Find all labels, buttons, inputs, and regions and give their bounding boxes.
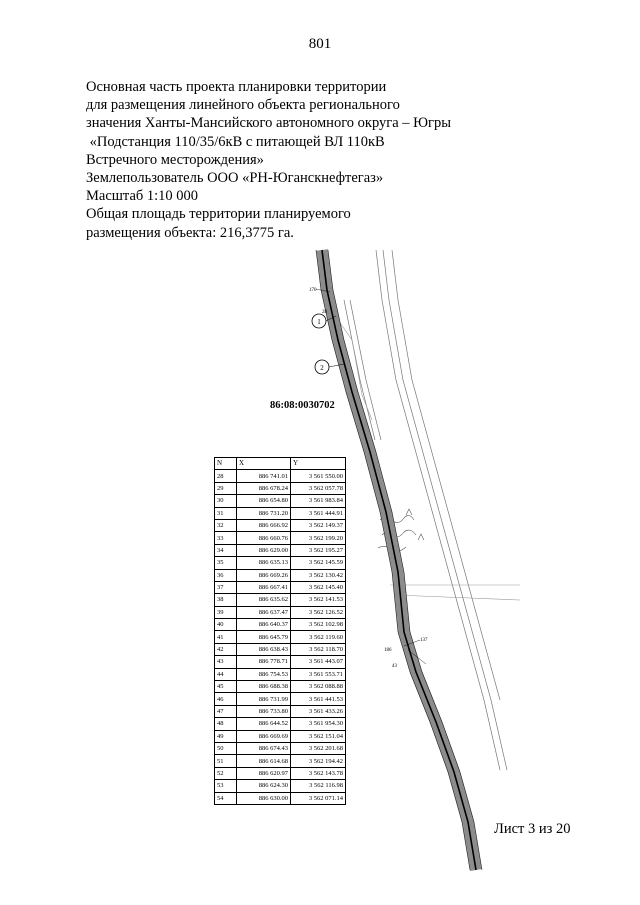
table-cell: 3 562 126.52 [291, 606, 346, 618]
table-cell: 3 562 151.04 [291, 730, 346, 742]
table-cell: 886 733.80 [237, 705, 291, 717]
table-cell: 38 [215, 594, 237, 606]
header-line: значения Ханты-Мансийского автономного округа – Югры [86, 115, 451, 132]
sheet-number: Лист 3 из 20 [494, 821, 571, 837]
table-cell: 3 562 071.14 [291, 792, 346, 804]
table-cell: 886 666.92 [237, 519, 291, 531]
table-cell: 886 754.53 [237, 668, 291, 680]
table-cell: 886 637.47 [237, 606, 291, 618]
table-cell: 886 640.37 [237, 619, 291, 631]
table-cell: 886 614.68 [237, 755, 291, 767]
table-row [215, 470, 346, 482]
table-cell: 44 [215, 668, 237, 680]
table-cell: 42 [215, 643, 237, 655]
table-cell: 3 562 199.20 [291, 532, 346, 544]
table-cell: 46 [215, 693, 237, 705]
table-cell: 886 669.26 [237, 569, 291, 581]
table-cell: 30 [215, 495, 237, 507]
table-cell: 31 [215, 507, 237, 519]
table-row [215, 569, 346, 581]
point-label: 186 [384, 648, 392, 653]
table-cell: 3 562 145.59 [291, 557, 346, 569]
table-cell: 886 638.43 [237, 643, 291, 655]
circle-marker-label: 1 [317, 318, 321, 326]
table-cell: 3 561 983.84 [291, 495, 346, 507]
header-line: для размещения линейного объекта регионального [86, 97, 400, 114]
table-cell: 886 674.43 [237, 742, 291, 754]
table-cell: 3 562 201.68 [291, 742, 346, 754]
table-cell: 3 562 057.78 [291, 482, 346, 494]
table-cell: 45 [215, 681, 237, 693]
table-cell: 33 [215, 532, 237, 544]
table-cell: 886 624.30 [237, 780, 291, 792]
table-cell: 3 561 550.00 [291, 470, 346, 482]
table-cell: 50 [215, 742, 237, 754]
column-header: Y [291, 458, 346, 470]
table-row [215, 631, 346, 643]
header-line: Масштаб 1:10 000 [86, 188, 199, 205]
circle-marker [315, 360, 329, 374]
table-cell: 39 [215, 606, 237, 618]
table-cell: 886 630.00 [237, 792, 291, 804]
table-cell: 3 561 433.26 [291, 705, 346, 717]
table-cell: 52 [215, 767, 237, 779]
table-cell: 3 561 441.53 [291, 693, 346, 705]
table-cell: 41 [215, 631, 237, 643]
table-cell: 886 731.99 [237, 693, 291, 705]
cadastral-number: 86:08:0030702 [270, 400, 335, 411]
table-row [215, 619, 346, 631]
table-cell: 3 562 130.42 [291, 569, 346, 581]
point-label: 137 [420, 638, 428, 643]
table-cell: 886 669.69 [237, 730, 291, 742]
circle-marker-label: 2 [320, 364, 324, 372]
table-row [215, 482, 346, 494]
table-cell: 3 562 116.98 [291, 780, 346, 792]
table-row [215, 656, 346, 668]
header-line: Встречного месторождения» [86, 151, 264, 168]
table-cell: 886 688.38 [237, 681, 291, 693]
table-cell: 3 562 194.42 [291, 755, 346, 767]
table-cell: 3 561 443.07 [291, 656, 346, 668]
table-row [215, 581, 346, 593]
table-cell: 29 [215, 482, 237, 494]
table-cell: 886 644.52 [237, 718, 291, 730]
table-cell: 886 620.97 [237, 767, 291, 779]
header-line: Землепользователь ООО «РН-Юганскнефтегаз» [86, 170, 384, 187]
header-line: Основная часть проекта планировки территории [86, 79, 387, 95]
table-cell: 3 562 102.98 [291, 619, 346, 631]
table-row [215, 643, 346, 655]
table-cell: 886 645.79 [237, 631, 291, 643]
table-cell: 886 635.62 [237, 594, 291, 606]
table-cell: 3 562 118.70 [291, 643, 346, 655]
column-header: X [237, 458, 291, 470]
table-row [215, 755, 346, 767]
page-number: 801 [308, 36, 332, 52]
table-cell: 3 561 954.30 [291, 718, 346, 730]
header-line: Общая площадь территории планируемого [86, 206, 351, 223]
table-header-row [215, 458, 346, 470]
table-row [215, 532, 346, 544]
table-cell: 886 731.20 [237, 507, 291, 519]
table-cell: 28 [215, 470, 237, 482]
table-cell: 886 635.13 [237, 557, 291, 569]
table-row [215, 693, 346, 705]
table-cell: 3 562 088.88 [291, 681, 346, 693]
table-cell: 34 [215, 544, 237, 556]
circle-marker [312, 314, 326, 328]
table-cell: 35 [215, 557, 237, 569]
table-cell: 3 562 143.78 [291, 767, 346, 779]
table-cell: 886 660.76 [237, 532, 291, 544]
table-cell: 51 [215, 755, 237, 767]
header-line: размещения объекта: 216,3775 га. [86, 224, 294, 241]
table-row [215, 780, 346, 792]
table-row [215, 742, 346, 754]
table-cell: 3 561 444.91 [291, 507, 346, 519]
table-row [215, 519, 346, 531]
header-line: «Подстанция 110/35/6кВ с питающей ВЛ 110кВ [86, 133, 385, 150]
table-row [215, 792, 346, 804]
table-row [215, 705, 346, 717]
table-cell: 54 [215, 792, 237, 804]
table-cell: 36 [215, 569, 237, 581]
table-row [215, 557, 346, 569]
table-row [215, 495, 346, 507]
point-label: 170 [309, 288, 317, 293]
table-cell: 48 [215, 718, 237, 730]
table-row [215, 718, 346, 730]
table-cell: 53 [215, 780, 237, 792]
table-cell: 886 667.41 [237, 581, 291, 593]
table-cell: 3 562 141.53 [291, 594, 346, 606]
table-row [215, 606, 346, 618]
table-row [215, 668, 346, 680]
table-cell: 40 [215, 619, 237, 631]
point-label: 28 [322, 310, 327, 315]
table-row [215, 507, 346, 519]
coordinates-table [214, 457, 346, 805]
table-row [215, 594, 346, 606]
table-cell: 47 [215, 705, 237, 717]
table-cell: 3 562 149.37 [291, 519, 346, 531]
table-cell: 32 [215, 519, 237, 531]
table-cell: 886 741.01 [237, 470, 291, 482]
table-cell: 3 561 553.71 [291, 668, 346, 680]
table-cell: 886 654.80 [237, 495, 291, 507]
table-row [215, 767, 346, 779]
table-row [215, 730, 346, 742]
table-cell: 886 678.24 [237, 482, 291, 494]
point-label: 43 [392, 664, 397, 669]
table-cell: 886 778.71 [237, 656, 291, 668]
column-header: N [215, 458, 237, 470]
table-cell: 3 562 119.60 [291, 631, 346, 643]
table-cell: 49 [215, 730, 237, 742]
table-cell: 3 562 145.40 [291, 581, 346, 593]
table-cell: 37 [215, 581, 237, 593]
table-cell: 43 [215, 656, 237, 668]
table-row [215, 544, 346, 556]
table-cell: 886 629.00 [237, 544, 291, 556]
table-cell: 3 562 195.27 [291, 544, 346, 556]
table-row [215, 681, 346, 693]
road-lines [338, 320, 520, 600]
